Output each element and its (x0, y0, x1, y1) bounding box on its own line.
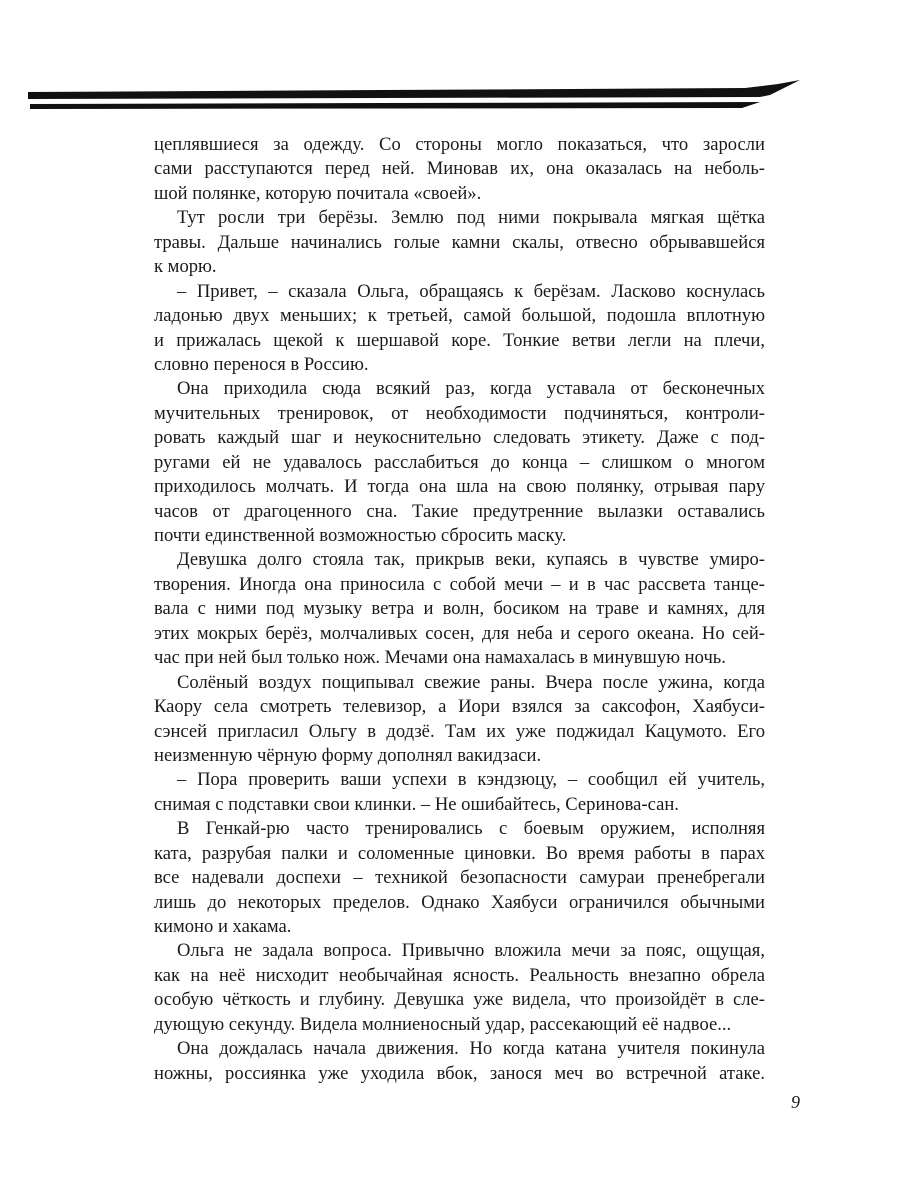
text-line: Она дождалась начала движения. Но когда катана учителя покинула (177, 1038, 765, 1060)
text-line: творения. Иногда она приносила с собой мечи – и в час рассвета танце- (154, 573, 765, 595)
text-line: кимоно и хакама. (154, 916, 292, 937)
text-line: приходилось молчать. И тогда она шла на свою полянку, отрывая пару (154, 476, 765, 498)
text-line: мучительных тренировок, от необходимости подчиняться, контроли- (154, 402, 765, 424)
header-rule-lower-stroke (30, 102, 760, 109)
text-line: Каору села смотреть телевизор, а Иори взялся за саксофон, Хаябуси- (154, 696, 765, 718)
page-number: 9 (791, 1092, 800, 1112)
text-line: – Привет, – сказала Ольга, обращаясь к берёзам. Ласково коснулась (177, 280, 765, 302)
text-line: – Пора проверить ваши успехи в кэндзюцу, – сообщил ей учитель, (177, 769, 765, 791)
text-line: Тут росли три берёзы. Землю под ними покрывала мягкая щётка (177, 207, 765, 229)
text-line: цеплявшиеся за одежду. Со стороны могло показаться, что заросли (154, 134, 765, 155)
text-line: ровать каждый шаг и неукоснительно следовать этикету. Даже с под- (154, 427, 765, 449)
header-decorative-rule (0, 0, 900, 130)
text-line: этих мокрых берёз, молчаливых сосен, для неба и серого океана. Но сей- (154, 622, 765, 644)
text-line: неизменную чёрную форму дополнял вакидзаси. (154, 744, 542, 766)
text-line: и прижалась щекой к шершавой коре. Тонкие ветви легли на плечи, (154, 329, 765, 351)
text-line: все надевали доспехи – техникой безопасности самураи пренебрегали (154, 867, 765, 889)
text-line: час при ней был только нож. Мечами она намахалась в минувшую ночь. (154, 647, 726, 669)
text-line: Она приходила сюда всякий раз, когда уставала от бесконечных (177, 378, 765, 400)
text-line: Ольга не задала вопроса. Привычно вложила мечи за пояс, ощущая, (177, 940, 765, 962)
text-line: Девушка долго стояла так, прикрыв веки, купаясь в чувстве умиро- (177, 549, 765, 571)
text-line: ругами ей не удавалось расслабиться до конца – слишком о многом (154, 451, 765, 473)
page-body-text (154, 133, 765, 1086)
text-line: особую чёткость и глубину. Девушка уже видела, что произойдёт в сле- (154, 989, 765, 1011)
text-line: ножны, россиянка уже уходила вбок, занося меч во встречной атаке. (154, 1062, 765, 1084)
text-line: Солёный воздух пощипывал свежие раны. Вчера после ужина, когда (177, 671, 765, 693)
header-rule-upper-stroke (28, 80, 800, 99)
text-line: снимая с подставки свои клинки. – Не ошибайтесь, Серинова-сан. (154, 793, 679, 815)
text-line: ладонью двух меньших; к третьей, самой большой, подошла вплотную (154, 305, 765, 327)
text-line: В Генкай-рю часто тренировались с боевым оружием, исполняя (177, 818, 765, 840)
text-line: к морю. (154, 256, 217, 278)
text-line: сэнсей пригласил Ольгу в додзё. Там их уже поджидал Кацумото. Его (154, 720, 765, 742)
text-line: дующую секунду. Видела молниеносный удар, рассекающий её надвое... (154, 1013, 732, 1035)
text-line: лишь до некоторых пределов. Однако Хаябуси ограничился обычными (154, 891, 765, 913)
text-line: словно перенося в Россию. (154, 353, 369, 375)
text-line: вала с ними под музыку ветра и волн, босиком на траве и камнях, для (154, 598, 765, 620)
text-line: сами расступаются перед ней. Миновав их, она оказалась на неболь- (154, 158, 765, 180)
text-line: травы. Дальше начинались голые камни скалы, отвесно обрывавшейся (154, 231, 765, 253)
text-line: как на неё нисходит необычайная ясность. Реальность внезапно обрела (154, 964, 765, 986)
text-line: почти единственной возможностью сбросить маску. (154, 525, 567, 546)
text-line: ката, разрубая палки и соломенные циновки. Во время работы в парах (154, 842, 765, 864)
text-line: часов от драгоценного сна. Такие предутренние вылазки оставались (154, 500, 765, 522)
text-line: шой полянке, которую почитала «своей». (154, 182, 482, 204)
